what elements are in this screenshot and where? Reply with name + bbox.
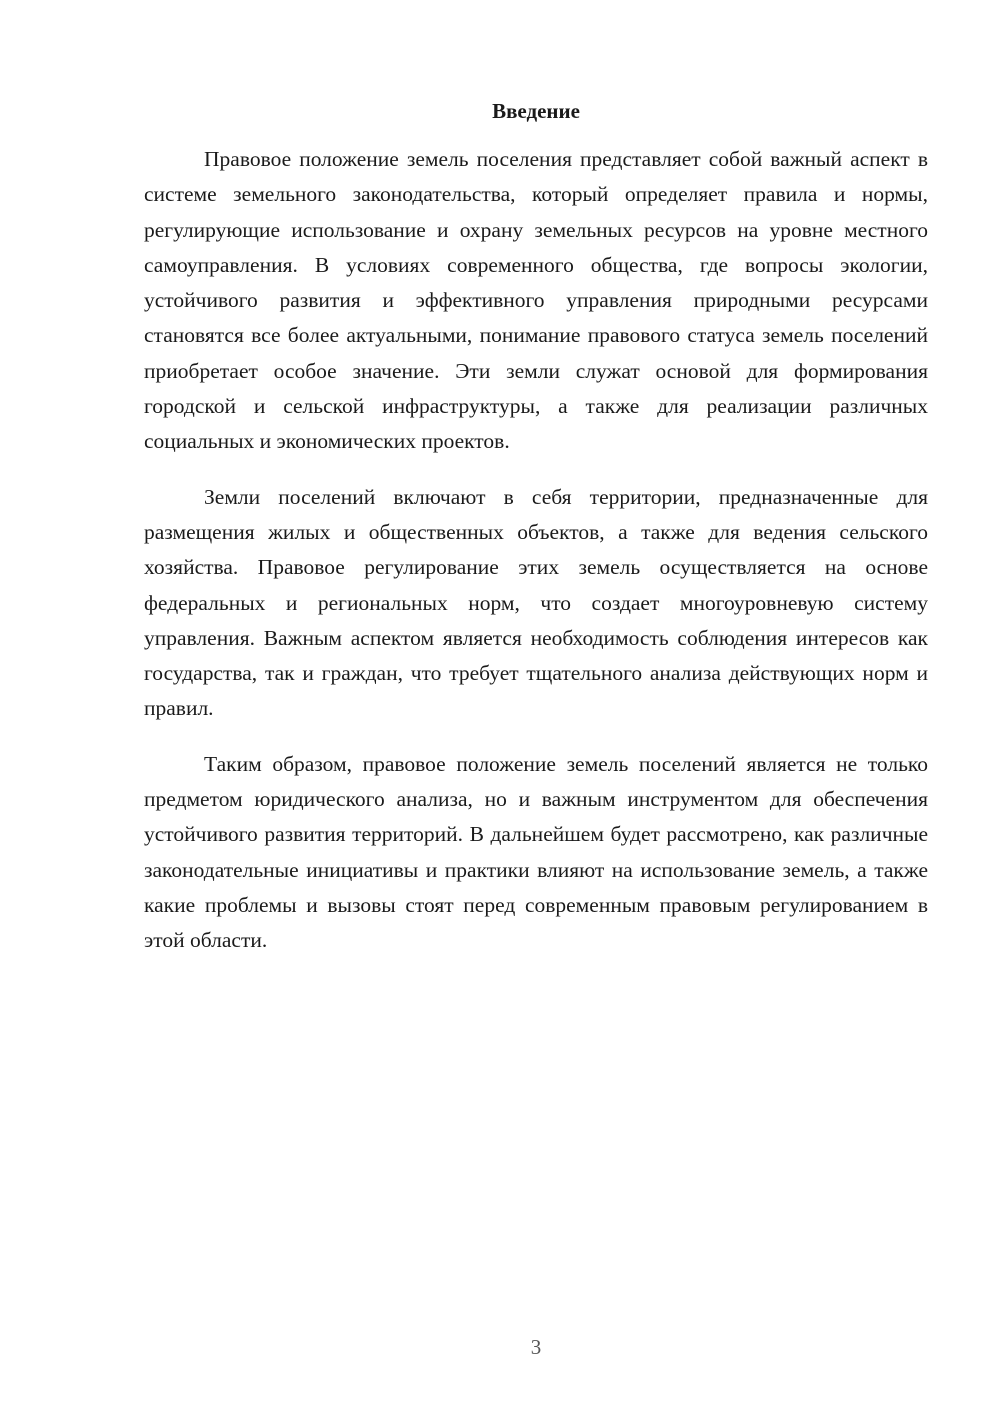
- body-text: [144, 142, 928, 979]
- section-title: Введение: [492, 99, 580, 123]
- page-number: 3: [530, 1335, 542, 1359]
- paragraph-3: Таким образом, правовое положение земель поселений является не только предметом юридического анализа, но и важным инструментом для обеспечения устойчивого развития территорий. В дальнейшем будет рассмотрено, как различные законодательные инициативы и практики влияют на использование земель, а также какие проблемы и вызовы стоят перед современным правовым регулированием в этой области.: [144, 751, 928, 953]
- paragraph-2: Земли поселений включают в себя территории, предназначенные для размещения жилых и общественных объектов, а также для ведения сельского хозяйства. Правовое регулирование этих земель осуществляется на основе федеральных и региональных норм, что создает многоуровневую систему управления. Важным аспектом является необходимость соблюдения интересов как государства, так и граждан, что требует тщательного анализа действующих норм и правил.: [144, 484, 928, 721]
- paragraph-1: Правовое положение земель поселения представляет собой важный аспект в системе земельного законодательства, который определяет правила и нормы, регулирующие использование и охрану земельных ресурсов на уровне местного самоуправления. В условиях современного общества, где вопросы экологии, устойчивого развития и эффективного управления природными ресурсами становятся все более актуальными, понимание правового статуса земель поселений приобретает особое значение. Эти земли служат основой для формирования городской и сельской инфраструктуры, а также для реализации различных социальных и экономических проектов.: [144, 147, 928, 454]
